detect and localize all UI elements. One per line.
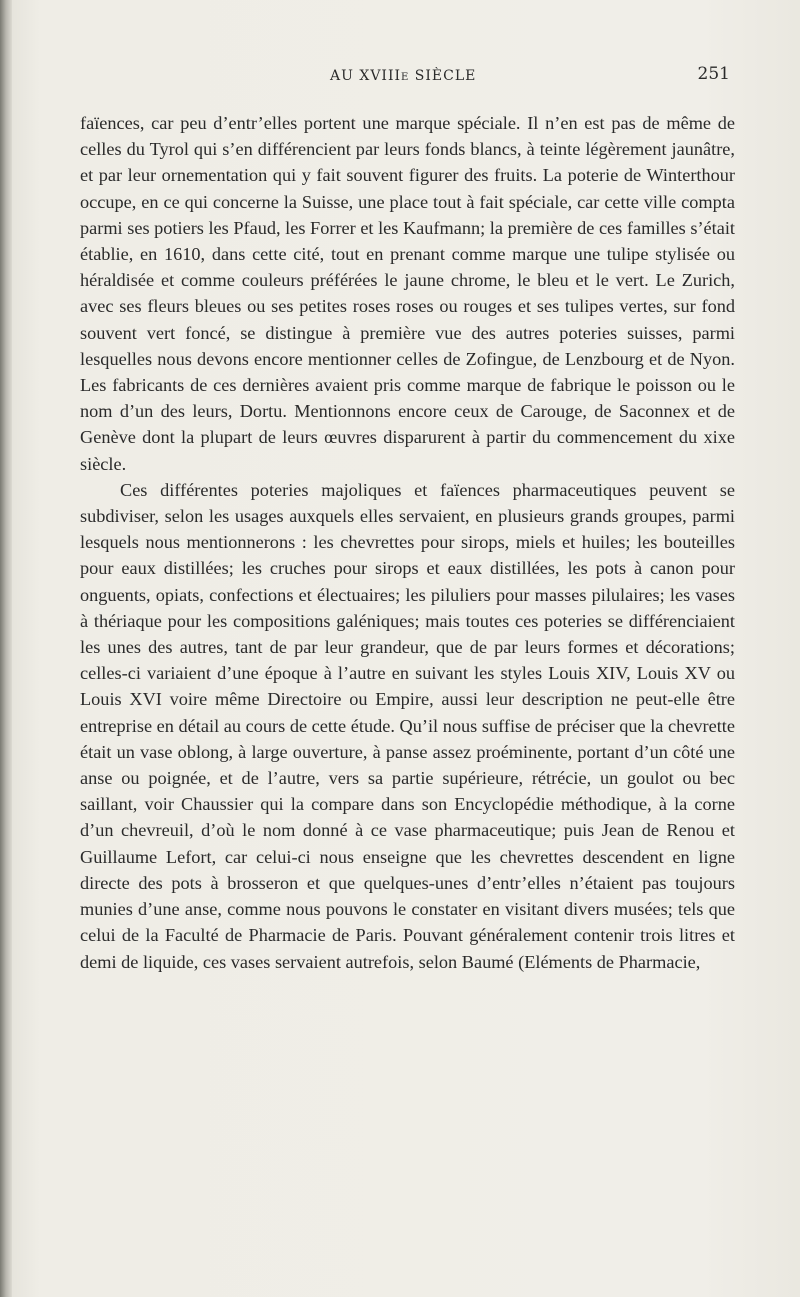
page-number: 251: [697, 64, 730, 84]
book-spine-shadow: [0, 0, 12, 1297]
paragraph-2: Ces différentes poteries majoliques et faïences pharmaceutiques peuvent se subdiviser, selon les usages auxquels elles servaient, en plusieurs grands groupes, parmi lesquels nous mentionnerons : les chevrettes pour sirops, miels et huiles; les bouteilles pour eaux distillées; les cruches pour sirops et eaux distillées, les pots à canon pour onguents, opiats, confections et électuaires; les piluliers pour masses pilulaires; les vases à thériaque pour les compositions galéniques; mais toutes ces poteries se différenciaient les unes des autres, tant de par leur grandeur, que de par leurs formes et décorations; celles-ci variaient d’une époque à l’autre en suivant les styles Louis XIV, Louis XV ou Louis XVI voire même Directoire ou Empire, aussi leur description ne peut-elle être entreprise en détail au cours de cette étude. Qu’il nous suffise de préciser que la chevrette était un vase oblong, à large ouverture, à panse assez proéminente, portant d’un côté une anse ou poignée, et de l’autre, vers sa partie supérieure, rétrécie, un goulot ou bec saillant, voir Chaussier qui la compare dans son Encyclopédie méthodique, à la corne d’un chevreuil, d’où le nom donné à ce vase pharmaceutique; puis Jean de Renou et Guillaume Lefort, car celui-ci nous enseigne que les chevrettes descendent en ligne directe des pots à brosseron et que quelques-unes d’entr’elles n’étaient pas toujours munies d’une anse, comme nous pouvons le constater en visitant divers musées; tels que celui de la Faculté de Pharmacie de Paris. Pouvant généralement contenir trois litres et demi de liquide, ces vases servaient autrefois, selon Baumé (Eléments de Pharmacie,: [80, 479, 735, 972]
body-text: [80, 110, 735, 975]
paragraph-1: faïences, car peu d’entr’elles portent une marque spéciale. Il n’en est pas de même de celles du Tyrol qui s’en différencient par leurs fonds blancs, à teinte légèrement jaunâtre, et par leur ornementation qui y fait souvent figurer des fruits. La poterie de Winterthour occupe, en ce qui concerne la Suisse, une place tout à fait spéciale, car cette ville compta parmi ses potiers les Pfaud, les Forrer et les Kaufmann; la première de ces familles s’était établie, en 1610, dans cette cité, tout en prenant comme marque une tulipe stylisée ou héraldisée et comme couleurs préférées le jaune chrome, le bleu et le vert. Le Zurich, avec ses fleurs bleues ou ses petites roses roses ou rouges et ses tulipes vertes, sur fond souvent vert foncé, se distingue à première vue des autres poteries suisses, parmi lesquelles nous devons encore mentionner celles de Zofingue, de Lenzbourg et de Nyon. Les fabricants de ces dernières avaient pris comme marque de fabrique le poisson ou le nom d’un des leurs, Dortu. Mentionnons encore ceux de Carouge, de Saconnex et de Genève dont la plupart de leurs œuvres disparurent à partir du commencement du xixe siècle.: [80, 113, 735, 474]
page-header: [80, 64, 730, 90]
running-title: AU XVIIIe SIÈCLE: [330, 68, 477, 84]
